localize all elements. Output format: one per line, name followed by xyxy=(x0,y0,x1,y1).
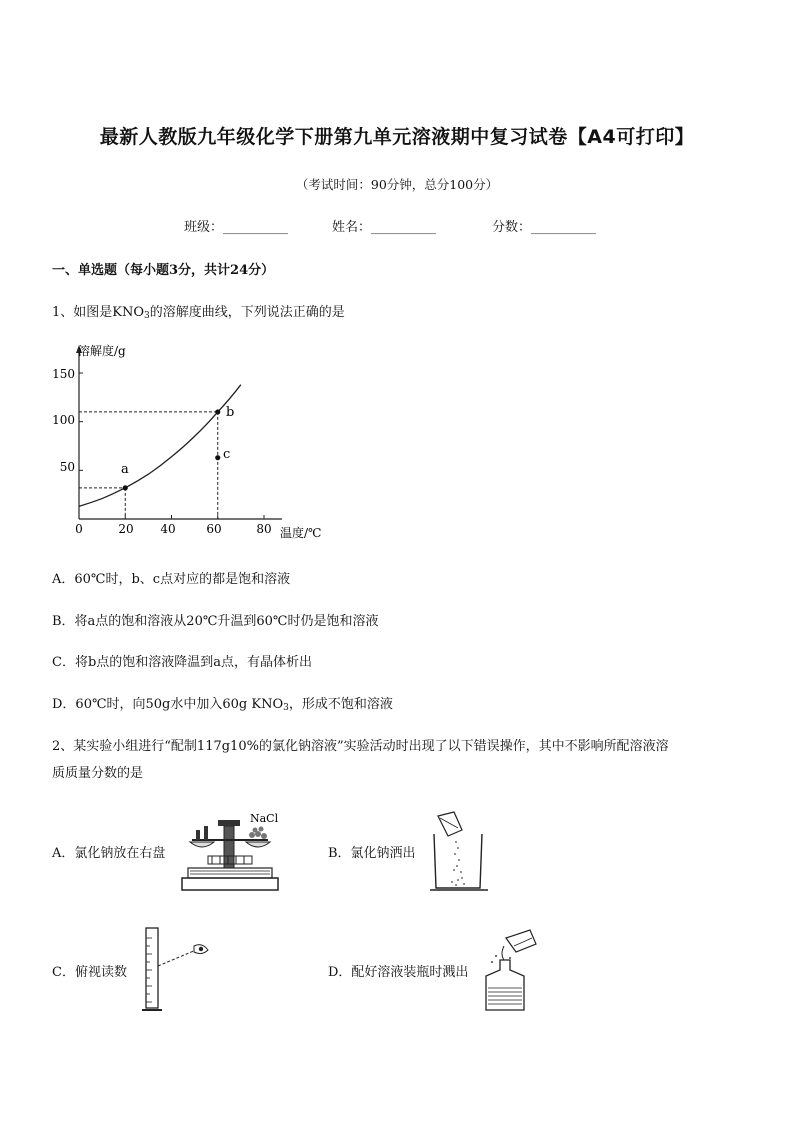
q2-option-a[interactable]: A．氯化钠放在右盘 xyxy=(52,846,166,861)
q1-option-d[interactable] xyxy=(52,693,393,713)
chart-ylabel: 溶解度/g xyxy=(78,344,126,358)
question-2-stem-line2: 质质量分数的是 xyxy=(52,766,144,781)
balance-scale-image xyxy=(180,808,280,894)
x-tick-0: 0 xyxy=(75,522,83,536)
q1-option-b[interactable]: B．将a点的饱和溶液从20℃升温到60℃时仍是饱和溶液 xyxy=(52,614,379,629)
point-label-a: a xyxy=(121,462,129,477)
point-c xyxy=(215,455,220,460)
nacl-label: NaCl xyxy=(250,812,279,825)
score-blank: __________ xyxy=(531,220,597,235)
page-title: 最新人教版九年级化学下册第九单元溶液期中复习试卷【A4可打印】 xyxy=(99,126,695,148)
point-label-c: c xyxy=(223,447,231,462)
q2-option-d[interactable]: D．配好溶液装瓶时溅出 xyxy=(328,965,469,980)
question-1-stem xyxy=(52,301,345,321)
exam-subtitle: （考试时间：90分钟，总分100分） xyxy=(295,177,499,192)
q1-stem-pre: 1、如图是KNO xyxy=(52,305,145,320)
graduated-cylinder-image xyxy=(140,924,220,1016)
point-b xyxy=(215,409,220,414)
y-tick-150: 150 xyxy=(52,367,75,381)
name-label: 姓名： xyxy=(332,220,372,235)
point-a xyxy=(123,485,128,490)
class-blank: __________ xyxy=(223,220,289,235)
q1-stem-sub: 3 xyxy=(144,311,150,321)
spilling-beaker-image xyxy=(428,808,492,894)
q1-option-d-post: ，形成不饱和溶液 xyxy=(288,697,393,712)
score-label: 分数： xyxy=(492,220,532,235)
q1-option-a[interactable]: A．60℃时，b、c点对应的都是饱和溶液 xyxy=(52,572,291,587)
solubility-curve xyxy=(79,385,241,507)
class-field xyxy=(184,216,288,235)
name-field xyxy=(332,216,436,235)
q2-option-c[interactable]: C．俯视读数 xyxy=(52,965,127,980)
x-tick-80: 80 xyxy=(256,522,272,536)
x-tick-40: 40 xyxy=(160,522,176,536)
x-tick-60: 60 xyxy=(206,522,222,536)
x-tick-20: 20 xyxy=(118,522,134,536)
q1-option-c[interactable]: C．将b点的饱和溶液降温到a点，有晶体析出 xyxy=(52,655,313,670)
score-field xyxy=(492,216,596,235)
chart-xlabel: 温度/℃ xyxy=(280,526,322,540)
y-tick-50: 50 xyxy=(59,460,75,474)
question-2-stem-line1: 2、某实验小组进行“配制117g10%的氯化钠溶液”实验活动时出现了以下错误操作，其中不影响所配溶液溶 xyxy=(52,739,669,754)
name-blank: __________ xyxy=(371,220,437,235)
q2-option-b[interactable]: B．氯化钠洒出 xyxy=(328,846,416,861)
solubility-chart xyxy=(40,335,340,550)
bottle-splash-image xyxy=(480,924,544,1016)
q1-option-d-pre: D．60℃时，向50g水中加入60g KNO xyxy=(52,697,284,712)
class-label: 班级： xyxy=(184,220,224,235)
q1-stem-post: 的溶解度曲线，下列说法正确的是 xyxy=(149,305,345,320)
q1-option-d-sub: 3 xyxy=(283,703,289,713)
point-label-b: b xyxy=(226,405,235,420)
y-tick-100: 100 xyxy=(52,413,75,427)
section-heading: 一、单选题（每小题3分，共计24分） xyxy=(52,263,275,278)
